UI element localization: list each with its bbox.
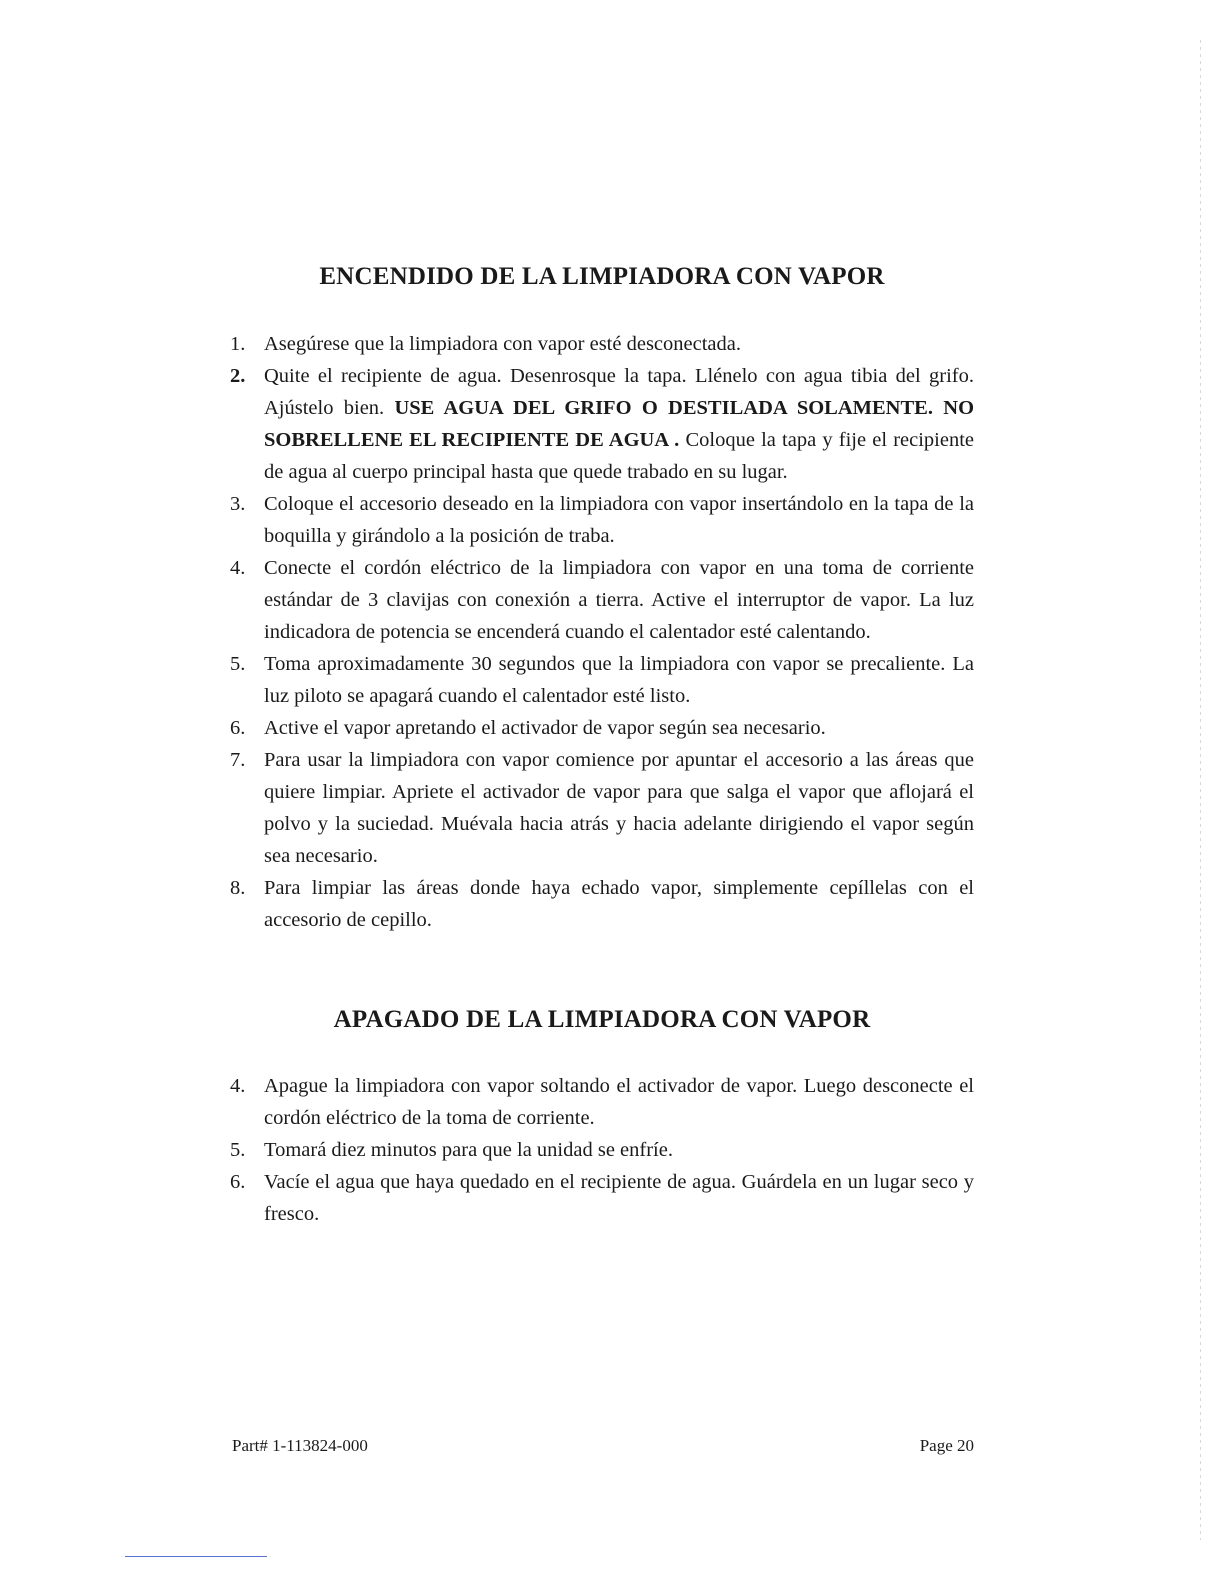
step-text: Tomará diez minutos para que la unidad se enfríe. [264,1139,673,1161]
list-item [230,712,974,744]
section-title-apagado: APAGADO DE LA LIMPIADORA CON VAPOR [333,1006,871,1033]
apagado-steps-list [230,1070,974,1230]
step-number: 6. [230,1171,246,1193]
step-number: 2. [230,365,246,387]
step-text: Para usar la limpiadora con vapor comience por apuntar el accesorio a las áreas que quiere limpiar. Apriete el activador de vapor para que salga el vapor que aflojará el polvo y la suciedad. Muévala hacia atrás y hacia adelante dirigiendo el vapor según sea necesario. [264,749,974,867]
step-text: Toma aproximadamente 30 segundos que la limpiadora con vapor se precaliente. La luz piloto se apagará cuando el calentador esté listo. [264,653,974,707]
list-item [230,872,974,936]
step-text: Coloque el accesorio deseado en la limpiadora con vapor insertándolo en la tapa de la boquilla y girándolo a la posición de traba. [264,493,974,547]
list-item [230,648,974,712]
step-number: 7. [230,749,246,771]
step-text: Quite el recipiente de agua. Desenrosque la tapa. Llénelo con agua tibia del grifo. Ajústelo bien. [264,365,974,419]
section-title-encendido: ENCENDIDO DE LA LIMPIADORA CON VAPOR [319,263,885,290]
step-number: 5. [230,1139,246,1161]
step-number: 4. [230,557,246,579]
list-item [230,744,974,872]
list-item [230,1134,974,1166]
step-number: 3. [230,493,246,515]
step-number: 6. [230,717,246,739]
step-number: 1. [230,333,246,355]
footer-part-number: Part# 1-113824-000 [232,1436,368,1455]
step-text: Vacíe el agua que haya quedado en el recipiente de agua. Guárdela en un lugar seco y fresco. [264,1171,974,1225]
step-number: 5. [230,653,246,675]
encendido-steps-list [230,328,974,936]
step-number: 4. [230,1075,246,1097]
list-item [230,488,974,552]
list-item [230,1166,974,1230]
list-item [230,328,974,360]
list-item [230,360,974,488]
bottom-rule [125,1556,267,1557]
step-text: Active el vapor apretando el activador de vapor según sea necesario. [264,717,826,739]
scan-margin-line [1200,40,1201,1540]
step-text: Coloque la tapa y fije el recipiente de agua al cuerpo principal hasta que quede trabado en su lugar. [264,429,975,483]
footer-page-number: Page 20 [919,1436,974,1455]
list-item [230,1070,974,1134]
step-warning-bold: NO SOBRELLENE EL RECIPIENTE DE AGUA . [264,397,975,451]
step-text: Conecte el cordón eléctrico de la limpiadora con vapor en una toma de corriente estándar de 3 clavijas con conexión a tierra. Active el interruptor de vapor. La luz indicadora de potencia se encenderá cuando el calentador esté calentando. [264,557,974,643]
step-text: Para limpiar las áreas donde haya echado vapor, simplemente cepíllelas con el accesorio de cepillo. [264,877,974,931]
step-text: Asegúrese que la limpiadora con vapor esté desconectada. [264,333,741,355]
step-number: 8. [230,877,246,899]
step-text: Apague la limpiadora con vapor soltando el activador de vapor. Luego desconecte el cordón eléctrico de la toma de corriente. [264,1075,974,1129]
step-warning-bold: USE AGUA DEL GRIFO O DESTILADA SOLAMENTE. [394,397,933,419]
list-item [230,552,974,648]
